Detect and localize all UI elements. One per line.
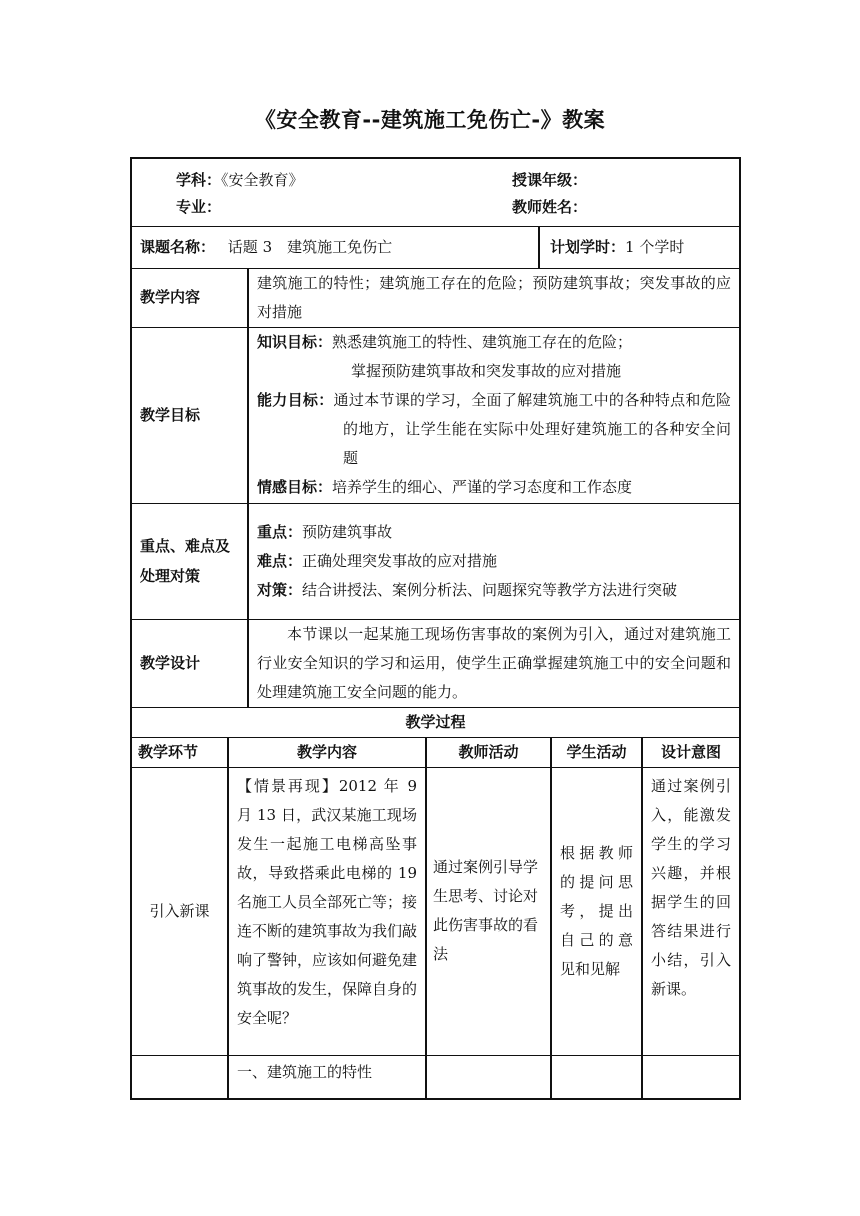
header-intent: 设计意图 (642, 737, 740, 767)
design-text: 本节课以一起某施工现场伤害事故的案例为引入，通过对建筑施工行业安全知识的学习和运用，使学生正确掌握建筑施工中的安全问题和处理建筑施工安全问题的能力。 (248, 619, 740, 707)
subject-value: 《安全教育》 (221, 171, 304, 190)
content-label: 教学内容 (131, 268, 248, 327)
process-title-row (131, 707, 740, 737)
knowledge-label: 知识目标： (257, 333, 333, 351)
row-student: 根据教师的提问思考，提出自己的意见和见解 (551, 767, 642, 1055)
hours-cell (539, 226, 740, 268)
row-intent (642, 1055, 740, 1099)
key-text: 预防建筑事故 (302, 522, 393, 541)
header-teacher: 教师活动 (426, 737, 551, 767)
info-row (131, 158, 740, 226)
table-row (131, 1055, 740, 1099)
row-stage: 引入新课 (131, 767, 228, 1055)
info-cell (131, 158, 740, 226)
keypoints-label (131, 503, 248, 619)
strategy-label: 对策： (257, 580, 303, 599)
row-content: 一、建筑施工的特性 (228, 1055, 426, 1099)
teacher-label: 教师姓名： (512, 198, 588, 217)
difficulty-point (257, 547, 731, 576)
objectives-cell (248, 327, 740, 503)
ability-text: 通过本节课的学习，全面了解建筑施工中的各种特点和危险的地方，让学生能在实际中处理好建筑施工的各种安全问题 (333, 391, 732, 467)
grade-label: 授课年级： (512, 171, 588, 190)
header-student: 学生活动 (551, 737, 642, 767)
hours-label: 计划学时： (550, 237, 626, 256)
header-content: 教学内容 (228, 737, 426, 767)
knowledge-objective (257, 328, 731, 357)
keypoints-cell (248, 503, 740, 619)
difficulty-text: 正确处理突发事故的应对措施 (302, 551, 498, 570)
row-stage (131, 1055, 228, 1099)
row-teacher: 通过案例引导学生思考、讨论对此伤害事故的看法 (426, 767, 551, 1055)
strategy-text: 结合讲授法、案例分析法、问题探究等教学方法进行突破 (302, 580, 678, 599)
keypoints-label-line1: 重点、难点及 (140, 537, 231, 555)
topic-value: 话题 3 建筑施工免伤亡 (227, 237, 393, 256)
knowledge-line1: 熟悉建筑施工的特性、建筑施工存在的危险； (332, 333, 633, 351)
content-text: 建筑施工的特性；建筑施工存在的危险；预防建筑事故；突发事故的应对措施 (248, 268, 740, 327)
objectives-label: 教学目标 (131, 327, 248, 503)
keypoints-label-line2: 处理对策 (140, 567, 201, 585)
process-title: 教学过程 (131, 707, 740, 737)
emotion-label: 情感目标： (257, 478, 333, 496)
ability-objective (257, 386, 731, 473)
knowledge-line2: 掌握预防建筑事故和突发事故的应对措施 (351, 362, 622, 380)
hours-value: 1 个学时 (625, 237, 685, 256)
ability-label: 能力目标： (257, 391, 334, 409)
design-row (131, 619, 740, 707)
topic-cell (131, 226, 539, 268)
objectives-row (131, 327, 740, 503)
difficulty-label: 难点： (257, 551, 303, 570)
row-student (551, 1055, 642, 1099)
row-content: 【情景再现】2012 年 9 月 13 日，武汉某施工现场发生一起施工电梯高坠事故，导致搭乘此电梯的 19 名施工人员全部死亡等；接连不断的建筑事故为我们敲响了警钟，应该如何避免建筑事故的发生，保障自身的安全呢？ (228, 767, 426, 1055)
row-teacher (426, 1055, 551, 1099)
keypoints-row (131, 503, 740, 619)
process-header-row (131, 737, 740, 767)
key-label: 重点： (257, 522, 303, 541)
strategy-point (257, 576, 731, 605)
row-intent: 通过案例引入，能激发学生的学习兴趣，并根据学生的回答结果进行小结，引入新课。 (642, 767, 740, 1055)
major-label: 专业： (176, 198, 222, 217)
topic-label: 课题名称： (140, 237, 216, 256)
header-stage: 教学环节 (131, 737, 228, 767)
key-point (257, 518, 731, 547)
topic-row (131, 226, 740, 268)
table-row (131, 767, 740, 1055)
page-title: 《安全教育--建筑施工免伤亡-》教案 (254, 108, 606, 132)
design-label: 教学设计 (131, 619, 248, 707)
lesson-plan-table (130, 157, 741, 1100)
emotion-text: 培养学生的细心、严谨的学习态度和工作态度 (332, 478, 633, 496)
content-row (131, 268, 740, 327)
emotion-objective (257, 473, 731, 502)
subject-label: 学科： (176, 171, 222, 190)
